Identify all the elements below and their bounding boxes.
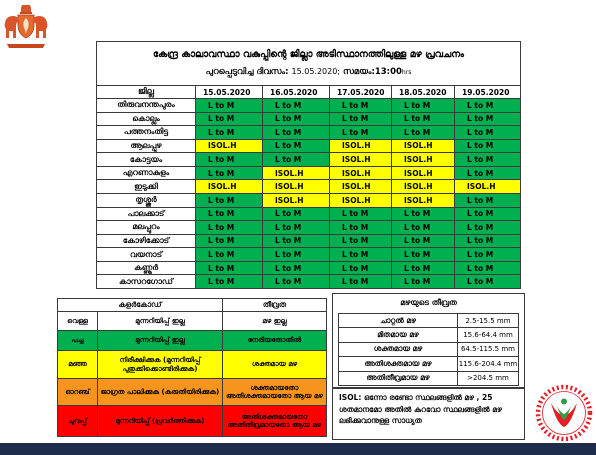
forecast-cell: ISOL.H	[392, 140, 454, 153]
forecast-cell: L to M	[196, 235, 262, 248]
date-column-header: 19.05.2020	[455, 86, 520, 98]
kerala-emblem-icon	[4, 3, 48, 51]
intensity-title: മഴയുടെ തീവ്രത	[400, 298, 457, 307]
legend-intensity: അതിശക്തമായതോ അതിതീവ്രമായതോ ആയ മഴ	[223, 406, 326, 436]
date-column-header: 16.05.2020	[263, 86, 329, 98]
district-name: കോട്ടയം	[97, 153, 195, 166]
legend-intensity: നേരിയതോതിൽ	[223, 331, 326, 350]
legend-color-name: പച്ച	[58, 331, 97, 350]
district-forecast-table	[96, 41, 521, 289]
time-unit: hrs	[401, 69, 412, 76]
forecast-cell: L to M	[196, 126, 262, 139]
district-name: തൃശ്ശൂർ	[97, 194, 195, 207]
legend-intensity: മഴ ഇല്ല	[223, 312, 326, 330]
legend-intensity: ശക്തമായ മഴ	[223, 351, 326, 378]
forecast-cell: L to M	[263, 208, 329, 221]
forecast-cell: ISOL.H	[455, 180, 520, 193]
forecast-cell: ISOL.H	[196, 180, 262, 193]
forecast-cell: L to M	[455, 99, 520, 112]
forecast-cell: L to M	[455, 248, 520, 261]
forecast-cell: L to M	[263, 248, 329, 261]
forecast-cell: L to M	[392, 262, 454, 275]
issue-info	[97, 65, 520, 79]
forecast-cell: L to M	[196, 208, 262, 221]
forecast-cell: L to M	[392, 208, 454, 221]
district-name: തിരുവനന്തപുരം	[97, 99, 195, 112]
forecast-cell: L to M	[330, 262, 391, 275]
legend-alert: നിരീക്ഷിക്കുക (മുന്നറിയിപ്പ് പുതുക്കിക്കൊണ്ടിരിക്കുക)	[98, 351, 222, 378]
color-code-legend	[57, 298, 327, 437]
date-column-header: 17.05.2020	[330, 86, 391, 98]
forecast-grid	[97, 85, 520, 288]
district-name: പാലക്കാട്	[97, 208, 195, 221]
ksdma-logo-icon	[535, 384, 593, 442]
forecast-cell: L to M	[455, 126, 520, 139]
forecast-cell: L to M	[263, 262, 329, 275]
date-column-header: 15.05.2020	[196, 86, 262, 98]
district-name: മലപ്പുറം	[97, 221, 195, 234]
forecast-cell: ISOL.H	[392, 194, 454, 207]
forecast-cell: L to M	[455, 208, 520, 221]
forecast-cell: L to M	[196, 221, 262, 234]
district-name: വയനാട്	[97, 248, 195, 261]
forecast-cell: L to M	[330, 221, 391, 234]
forecast-cell: L to M	[263, 113, 329, 126]
forecast-cell: L to M	[263, 126, 329, 139]
issued-date: 15.05.2020;	[291, 67, 340, 76]
forecast-cell: L to M	[330, 126, 391, 139]
forecast-cell: ISOL.H	[330, 180, 391, 193]
intensity-label: ചാറ്റൽ മഴ	[339, 314, 457, 327]
forecast-cell: L to M	[330, 208, 391, 221]
district-column-header: ജില്ല	[97, 86, 195, 98]
forecast-cell: ISOL.H	[263, 180, 329, 193]
forecast-cell: ISOL.H	[392, 180, 454, 193]
forecast-cell: L to M	[263, 221, 329, 234]
forecast-cell: ISOL.H	[330, 140, 391, 153]
forecast-cell: L to M	[455, 153, 520, 166]
issued-label: പുറപ്പെടുവിച്ച ദിവസം:	[205, 67, 289, 77]
forecast-cell: L to M	[455, 194, 520, 207]
forecast-cell: ISOL.H	[330, 194, 391, 207]
forecast-cell: L to M	[392, 113, 454, 126]
legend-intensity-header: തീവ്രത	[223, 299, 326, 311]
forecast-cell: L to M	[263, 140, 329, 153]
district-name: കണ്ണൂർ	[97, 262, 195, 275]
district-name: എറണാകുളം	[97, 167, 195, 180]
forecast-cell: ISOL.H	[263, 167, 329, 180]
forecast-cell: L to M	[455, 167, 520, 180]
rainfall-intensity-table	[332, 293, 525, 388]
intensity-label: അതിശക്തമായ മഴ	[339, 357, 457, 370]
legend-color-name: മഞ്ഞ	[58, 351, 97, 378]
forecast-cell: ISOL.H	[330, 167, 391, 180]
forecast-cell: ISOL.H	[330, 153, 391, 166]
intensity-label: ശക്തമായ മഴ	[339, 343, 457, 356]
legend-alert: മുന്നറിയിപ്പ് ഇല്ല	[98, 312, 222, 330]
date-column-header: 18.05.2020	[392, 86, 454, 98]
forecast-cell: L to M	[263, 153, 329, 166]
intensity-grid	[338, 313, 519, 386]
forecast-cell: L to M	[196, 99, 262, 112]
forecast-cell: L to M	[392, 275, 454, 288]
forecast-cell: L to M	[392, 235, 454, 248]
forecast-cell: L to M	[392, 248, 454, 261]
forecast-cell: L to M	[330, 275, 391, 288]
forecast-cell: L to M	[196, 167, 262, 180]
forecast-cell: L to M	[392, 126, 454, 139]
forecast-cell: L to M	[196, 153, 262, 166]
forecast-cell: L to M	[196, 113, 262, 126]
legend-color-name: ഓറഞ്ച്	[58, 379, 97, 405]
forecast-cell: ISOL.H	[392, 153, 454, 166]
intensity-range: 64.5-115.5 mm	[458, 343, 518, 356]
intensity-label: മിതമായ മഴ	[339, 328, 457, 341]
intensity-label: അതിതീവ്രമായ മഴ	[339, 372, 457, 385]
legend-alert: മുന്നറിയിപ്പ് ഇല്ല	[98, 331, 222, 350]
intensity-range: >204.5 mm	[458, 372, 518, 385]
district-name: കോഴിക്കോട്	[97, 235, 195, 248]
legend-alert: മുന്നറിയിപ്പ് (പ്രവർത്തിക്കുക)	[98, 406, 222, 436]
forecast-cell: L to M	[330, 113, 391, 126]
district-name: പത്തനംതിട്ട	[97, 126, 195, 139]
isol-note: ISOL: ഒന്നോ രണ്ടോ സ്ഥലങ്ങളിൽ മഴ , 25 ശതമാനമോ അതിൽ കുറവോ സ്ഥലങ്ങളിൽ മഴ ലഭിക്കുവാനുള്ള സാധ്യത	[332, 388, 525, 440]
forecast-cell: L to M	[455, 262, 520, 275]
district-name: കൊല്ലം	[97, 113, 195, 126]
forecast-cell: L to M	[263, 99, 329, 112]
forecast-cell: L to M	[196, 248, 262, 261]
legend-intensity: ശക്തമായതോ അതിശക്തമായതോ ആയ മഴ	[223, 379, 326, 405]
forecast-cell: L to M	[263, 235, 329, 248]
intensity-range: 15.6-64.4 mm	[458, 328, 518, 341]
forecast-header	[97, 42, 520, 85]
legend-colorcode-header: കളർകോഡ്	[58, 299, 222, 311]
forecast-cell: L to M	[455, 235, 520, 248]
time-label: സമയം:13:00	[342, 67, 402, 77]
forecast-cell: ISOL.H	[263, 194, 329, 207]
intensity-range: 2.5-15.5 mm	[458, 314, 518, 327]
forecast-cell: ISOL.H	[392, 167, 454, 180]
forecast-cell: L to M	[455, 113, 520, 126]
legend-color-name: ചുവപ്പ്	[58, 406, 97, 436]
forecast-cell: L to M	[330, 235, 391, 248]
district-name: ഇടുക്കി	[97, 180, 195, 193]
forecast-cell: L to M	[196, 262, 262, 275]
bottom-band	[0, 443, 596, 455]
legend-alert: ജാഗ്രത പാലിക്കുക (കരുതിയിരിക്കുക)	[98, 379, 222, 405]
forecast-cell: L to M	[392, 221, 454, 234]
forecast-cell: ISOL.H	[196, 140, 262, 153]
forecast-cell: L to M	[330, 99, 391, 112]
forecast-cell: L to M	[196, 194, 262, 207]
intensity-range: 115.6-204.4 mm	[458, 357, 518, 370]
forecast-cell: L to M	[330, 248, 391, 261]
district-name: കാസറഗോഡ്	[97, 275, 195, 288]
district-name: ആലപ്പുഴ	[97, 140, 195, 153]
forecast-cell: L to M	[455, 140, 520, 153]
forecast-cell: L to M	[263, 275, 329, 288]
legend-color-name: വെള്ള	[58, 312, 97, 330]
forecast-cell: L to M	[455, 221, 520, 234]
forecast-cell: L to M	[392, 99, 454, 112]
forecast-title: കേന്ദ്ര കാലാവസ്ഥാ വകുപ്പിന്റെ ജില്ലാ അടിസ്ഥാനത്തിലുള്ള മഴ പ്രവചനം	[152, 49, 465, 60]
forecast-cell: L to M	[455, 275, 520, 288]
forecast-cell: L to M	[196, 275, 262, 288]
